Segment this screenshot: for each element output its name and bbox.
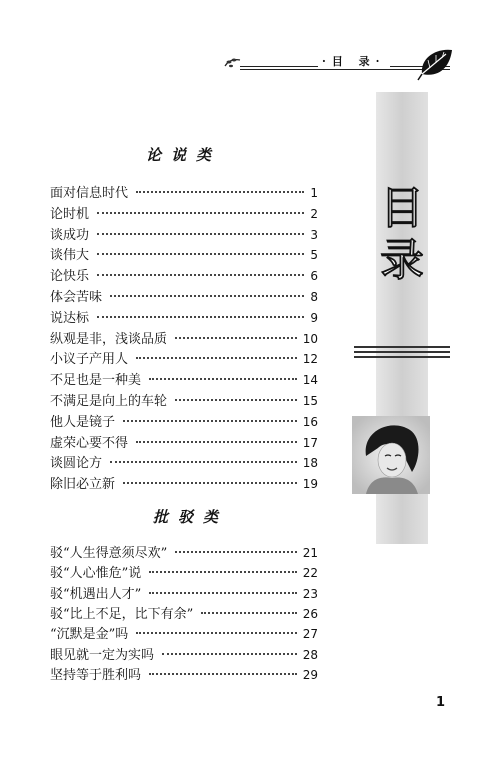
toc-leader-dots [136,632,296,634]
toc-entry-title: 纵观是非，浅谈品质 [50,331,168,347]
toc-entry[interactable] [50,664,318,684]
page-number: 1 [436,695,446,710]
toc-entry-page: 6 [310,269,318,284]
toc-entry[interactable] [50,348,318,368]
toc-entry-page: 16 [302,414,318,429]
toc-entry[interactable] [50,583,318,603]
toc-entry-page: 21 [302,546,318,560]
toc-entry-title: 虚荣心要不得 [50,435,129,451]
toc-entry-page: 27 [302,627,318,642]
header-label: ·目 录· [318,53,390,69]
toc-entry[interactable] [50,203,318,223]
toc-entry-page: 18 [302,456,318,471]
toc-leader-dots [123,482,297,484]
toc-leader-dots [110,295,304,297]
toc-entry-page: 2 [310,206,318,221]
toc-leader-dots [136,441,297,443]
toc-entry-title: 驳“人心惟危”说 [50,566,142,582]
running-header [222,52,484,82]
side-title [371,175,433,285]
toc-leader-dots [97,253,304,255]
toc-entry-title: 体会苦味 [50,290,103,305]
side-title-char-1: 目 [380,183,424,234]
toc-entry-page: 10 [302,331,318,346]
toc-entry[interactable] [50,265,318,285]
section-title-argument: 论说类 [146,146,222,164]
toc-entry[interactable] [50,623,318,643]
portrait-photo [352,416,430,494]
toc-entry[interactable] [50,328,318,348]
toc-entry[interactable] [50,562,318,582]
toc-entry-page: 1 [310,186,318,200]
side-title-char-2: 录 [380,235,424,285]
toc-entry-page: 23 [302,586,318,601]
toc-entry[interactable] [50,473,318,493]
toc-entry[interactable] [50,182,318,202]
toc-leader-dots [201,612,296,614]
toc-entry-title: 论时机 [50,206,90,222]
toc-entry[interactable] [50,224,318,244]
toc-entry-page: 8 [310,290,318,304]
toc-entry-title: 眼见就一定为实吗 [50,647,155,663]
toc-leader-dots [149,378,297,380]
toc-entry-title: 说达标 [50,310,90,326]
section-title-rebuttal: 批驳类 [153,508,229,526]
toc-leader-dots [149,592,296,594]
toc-entry-page: 14 [302,373,318,388]
toc-entry-title: 驳“人生得意须尽欢” [50,546,168,561]
toc-entry[interactable] [50,644,318,664]
toc-leader-dots [175,337,297,339]
toc-leader-dots [97,233,304,235]
toc-entry-page: 19 [302,477,318,492]
toc-entry-title: 坚持等于胜利吗 [50,667,142,683]
toc-leader-dots [136,191,304,193]
toc-entry-page: 12 [302,352,318,367]
toc-leader-dots [149,571,296,573]
toc-entry-title: 不足也是一种美 [50,373,142,389]
toc-entry[interactable] [50,432,318,452]
toc-entry-title: 驳“比上不足，比下有余” [50,606,194,622]
toc-leader-dots [136,357,297,359]
toc-leader-dots [175,551,296,553]
toc-entry-title: “沉默是金”吗 [50,627,129,643]
toc-leader-dots [110,461,297,463]
toc-leader-dots [162,653,297,655]
toc-entry[interactable] [50,244,318,264]
toc-leader-dots [97,274,304,276]
toc-entry-title: 谈伟大 [50,248,90,264]
toc-entry-title: 不满足是向上的车轮 [50,394,168,409]
toc-leader-dots [97,316,304,318]
toc-entry[interactable] [50,542,318,562]
toc-entry-title: 除旧必立新 [50,477,116,493]
toc-entry[interactable] [50,411,318,431]
toc-entry-title: 论快乐 [50,269,90,285]
toc-leader-dots [175,399,297,401]
toc-leader-dots [149,673,297,675]
toc-entry-page: 9 [310,310,318,325]
toc-entry[interactable] [50,452,318,472]
toc-entry-page: 22 [302,566,318,581]
toc-entry-title: 面对信息时代 [50,186,129,201]
toc-entry-page: 3 [310,227,318,242]
toc-entry-title: 他人是镜子 [50,414,116,430]
toc-entry-page: 26 [302,606,318,621]
toc-entry-page: 17 [302,435,318,450]
toc-entry[interactable] [50,390,318,410]
toc-entry[interactable] [50,603,318,623]
toc-entry-page: 5 [310,248,318,263]
toc-entry-title: 小议子产用人 [50,352,129,368]
toc-leader-dots [123,420,297,422]
toc-entry-page: 29 [302,667,318,682]
toc-entry[interactable] [50,286,318,306]
side-band-rules [354,346,450,361]
toc-leader-dots [97,212,304,214]
toc-entry-title: 谈成功 [50,227,90,243]
sprig-ornament-icon [224,56,242,70]
toc-entry[interactable] [50,307,318,327]
toc-entry-title: 谈圆论方 [50,456,103,472]
toc-entry-page: 28 [302,647,318,662]
toc-entry[interactable] [50,369,318,389]
toc-entry-page: 15 [302,394,318,408]
toc-entry-title: 驳“机遇出人才” [50,586,142,602]
leaf-ornament-icon [416,44,456,84]
